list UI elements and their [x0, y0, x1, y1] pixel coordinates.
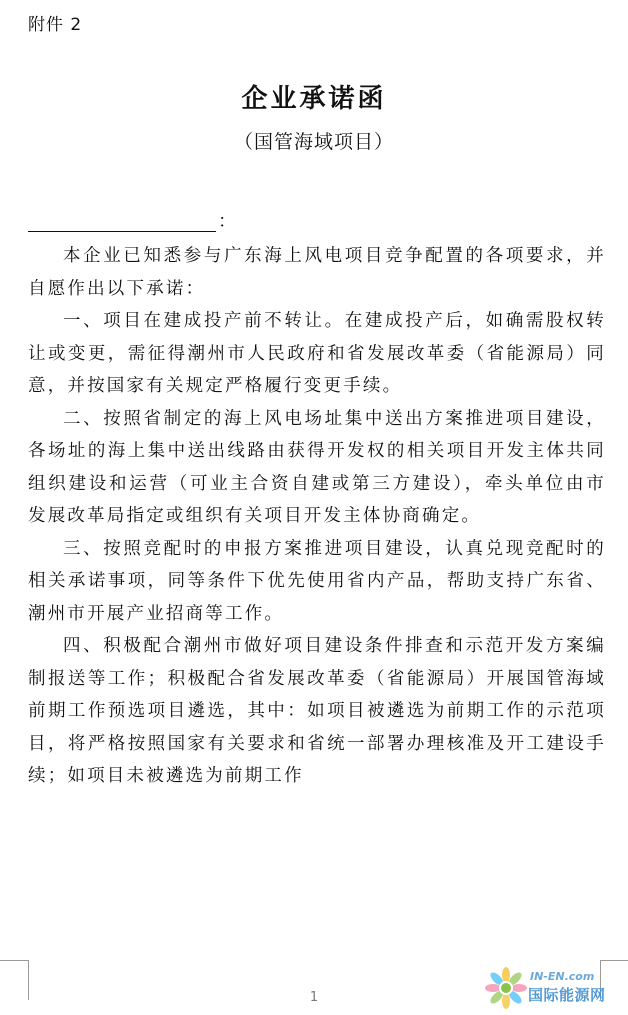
addressee-line	[28, 208, 236, 232]
addressee-blank	[28, 211, 216, 232]
addressee-colon: ：	[218, 211, 236, 232]
sunflower-logo-icon	[484, 966, 528, 1010]
page-corner-mark-left-h	[0, 960, 28, 975]
watermark-en-text: IN-EN.com	[530, 970, 595, 983]
attachment-label: 附件 2	[28, 15, 83, 35]
page-number: 1	[309, 990, 319, 1005]
watermark	[484, 966, 626, 1010]
paragraph-intro: 本企业已知悉参与广东海上风电项目竞争配置的各项要求，并自愿作出以下承诺：	[28, 246, 606, 299]
paragraph-commitment-2: 二、按照省制定的海上风电场址集中送出方案推进项目建设，各场址的海上集中送出线路由获得开发权的相关项目开发主体共同组织建设和运营（可业主合资自建或第三方建设），牵头单位由市发展改革局指定或组织有关项目开发主体协商确定。	[28, 408, 606, 526]
document-body	[28, 240, 606, 793]
paragraph-commitment-4: 四、积极配合潮州市做好项目建设条件排查和示范开发方案编制报送等工作；积极配合省发展改革委（省能源局）开展国管海域前期工作预选项目遴选，其中：如项目被遴选为前期工作的示范项目，将严格按照国家有关要求和省统一部署办理核准及开工建设手续；如项目未被遴选为前期工作	[28, 636, 606, 786]
watermark-cn-text: 国际能源网	[528, 986, 606, 1004]
document-title: 企业承诺函	[241, 84, 387, 114]
document-subtitle: （国管海域项目）	[233, 131, 394, 153]
paragraph-commitment-1: 一、项目在建成投产前不转让。在建成投产后，如确需股权转让或变更，需征得潮州市人民政府和省发展改革委（省能源局）同意，并按国家有关规定严格履行变更手续。	[28, 311, 606, 396]
paragraph-commitment-3: 三、按照竞配时的申报方案推进项目建设，认真兑现竞配时的相关承诺事项，同等条件下优先使用省内产品，帮助支持广东省、潮州市开展产业招商等工作。	[28, 538, 606, 624]
